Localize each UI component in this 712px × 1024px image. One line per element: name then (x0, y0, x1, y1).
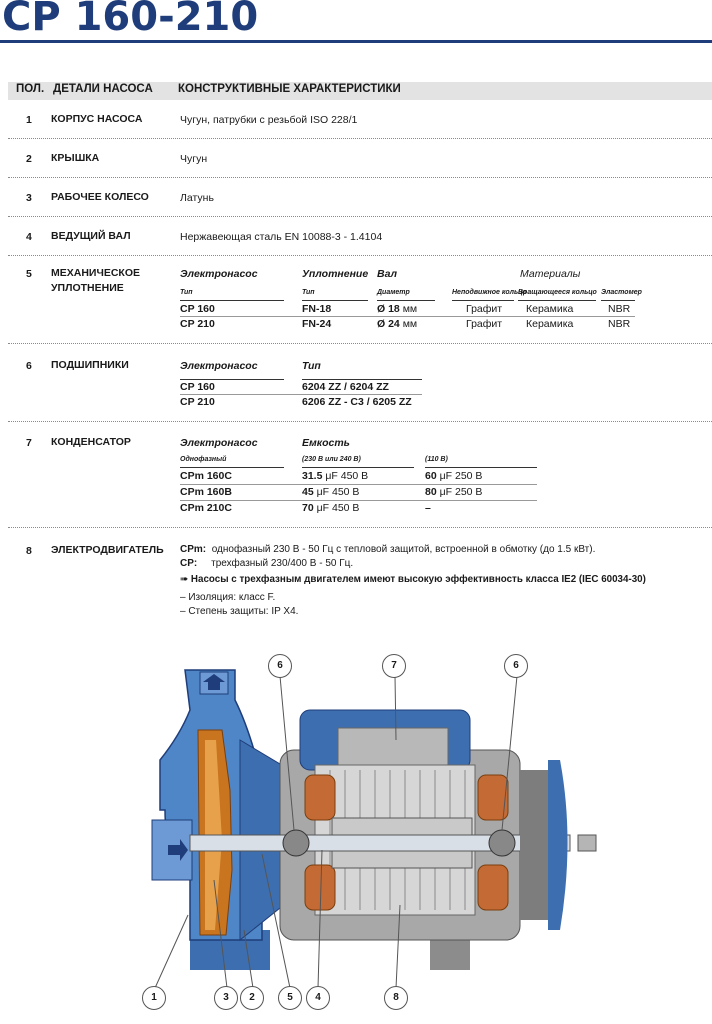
pump-cutaway-illustration (0, 640, 712, 1024)
col-underline (302, 467, 414, 468)
row-spec: Нержавеющая сталь EN 10088-3 - 1.4104 (180, 231, 383, 243)
header-spec: КОНСТРУКТИВНЫЕ ХАРАКТЕРИСТИКИ (178, 83, 401, 95)
cap-230: 70 μF 450 В (302, 502, 360, 514)
motor-line-cp: CP: трехфазный 230/400 В - 50 Гц. (180, 558, 354, 569)
col-materials: Материалы (520, 268, 581, 280)
seal-pump: CP 160 (180, 303, 215, 315)
cap-110: 80 μF 250 В (425, 486, 483, 498)
seal-pump: CP 210 (180, 318, 215, 330)
row-separator (8, 216, 712, 217)
callout-bearing-left: 6 (268, 654, 292, 678)
row-separator (8, 138, 712, 139)
sub-phase: Однофазный (180, 456, 227, 463)
row-number: 1 (26, 114, 32, 126)
seal-type: FN-24 (302, 318, 332, 330)
row-number: 6 (26, 360, 32, 372)
seal-fixed-ring: Графит (466, 318, 503, 330)
col-shaft: Вал (377, 268, 398, 280)
row-underline (180, 316, 635, 317)
callout-pump-body: 1 (142, 986, 166, 1010)
bearing-pump: CP 160 (180, 381, 215, 393)
col-underline (601, 300, 635, 301)
sub-rotating-ring: Вращающееся кольцо (518, 289, 597, 296)
sub-diameter: Диаметр (377, 289, 410, 296)
row-spec: Чугун (180, 153, 208, 165)
sub-elastomer: Эластомер (601, 289, 642, 296)
sub-110v: (110 В) (425, 456, 448, 463)
seal-diameter: Ø 18 мм (377, 303, 418, 315)
row-number: 3 (26, 192, 32, 204)
header-part: ДЕТАЛИ НАСОСА (53, 83, 153, 95)
row-number: 4 (26, 231, 32, 243)
motor-line-cpm: CPm: однофазный 230 В - 50 Гц с тепловой защитой, встроенной в обмотку (до 1.5 кВт). (180, 544, 596, 555)
seal-elastomer: NBR (608, 318, 631, 330)
callout-motor: 8 (384, 986, 408, 1010)
cap-pump: CPm 210C (180, 502, 232, 514)
row-part-name: КРЫШКА (51, 152, 100, 164)
col-underline (302, 300, 368, 301)
col-underline (377, 300, 435, 301)
row-separator (8, 527, 712, 528)
row-separator (8, 255, 712, 256)
col-underline (302, 379, 422, 380)
row-part-name: МЕХАНИЧЕСКОЕ (51, 267, 141, 279)
row-number: 8 (26, 545, 32, 557)
seal-type: FN-18 (302, 303, 332, 315)
row-underline (180, 394, 422, 395)
callout-shaft: 4 (306, 986, 330, 1010)
row-part-name: РАБОЧЕЕ КОЛЕСО (51, 191, 149, 203)
col-pump: Электронасос (180, 360, 258, 372)
sub-230v: (230 В или 240 В) (302, 456, 361, 463)
page-title: CP 160-210 (2, 0, 259, 40)
col-pump: Электронасос (180, 268, 258, 280)
col-type: Тип (302, 360, 321, 372)
motor-protection: – Степень защиты: IP X4. (180, 606, 299, 617)
cap-pump: CPm 160C (180, 470, 232, 482)
table-header (8, 82, 712, 100)
row-part-name: ПОДШИПНИКИ (51, 359, 129, 371)
row-underline (180, 484, 537, 485)
header-position: ПОЛ. (16, 83, 45, 95)
motor-efficiency-note: ➠ Насосы с трехфазным двигателем имеют высокую эффективность класса IE2 (IEC 60034-30) (180, 574, 646, 585)
callout-impeller: 3 (214, 986, 238, 1010)
row-part-name-2: УПЛОТНЕНИЕ (51, 282, 124, 294)
row-spec: Чугун, патрубки с резьбой ISO 228/1 (180, 114, 358, 126)
row-separator (8, 421, 712, 422)
bearing-type: 6204 ZZ / 6204 ZZ (302, 381, 389, 393)
col-seal: Уплотнение (302, 268, 369, 280)
seal-rotating-ring: Керамика (526, 318, 574, 330)
cap-110: 60 μF 250 В (425, 470, 483, 482)
row-number: 7 (26, 437, 32, 449)
row-number: 2 (26, 153, 32, 165)
callout-seal: 5 (278, 986, 302, 1010)
motor-insulation: – Изоляция: класс F. (180, 592, 276, 603)
bearing-pump: CP 210 (180, 396, 215, 408)
row-part-name: ЭЛЕКТРОДВИГАТЕЛЬ (51, 544, 164, 556)
col-underline (180, 467, 284, 468)
title-rule (0, 40, 712, 43)
seal-elastomer: NBR (608, 303, 631, 315)
row-part-name: ВЕДУЩИЙ ВАЛ (51, 230, 131, 242)
callout-cover: 2 (240, 986, 264, 1010)
col-capacity: Емкость (302, 437, 350, 449)
col-underline (180, 379, 284, 380)
row-separator (8, 343, 712, 344)
row-part-name: КОНДЕНСАТОР (51, 436, 131, 448)
callout-bearing-right: 6 (504, 654, 528, 678)
col-underline (180, 300, 284, 301)
row-part-name: КОРПУС НАСОСА (51, 113, 143, 125)
row-separator (8, 177, 712, 178)
cap-230: 31.5 μF 450 В (302, 470, 369, 482)
row-underline (180, 500, 537, 501)
col-underline (518, 300, 596, 301)
seal-rotating-ring: Керамика (526, 303, 574, 315)
sub-fixed-ring: Неподвижное кольцо (452, 289, 527, 296)
seal-fixed-ring: Графит (466, 303, 503, 315)
seal-diameter: Ø 24 мм (377, 318, 418, 330)
sub-type: Тип (180, 289, 193, 296)
col-underline (452, 300, 514, 301)
cap-230: 45 μF 450 В (302, 486, 360, 498)
col-pump: Электронасос (180, 437, 258, 449)
row-spec: Латунь (180, 192, 214, 204)
callout-capacitor: 7 (382, 654, 406, 678)
cap-110: – (425, 502, 431, 514)
bearing-type: 6206 ZZ - C3 / 6205 ZZ (302, 396, 412, 408)
row-number: 5 (26, 268, 32, 280)
sub-type: Тип (302, 289, 315, 296)
cap-pump: CPm 160B (180, 486, 232, 498)
col-underline (425, 467, 537, 468)
